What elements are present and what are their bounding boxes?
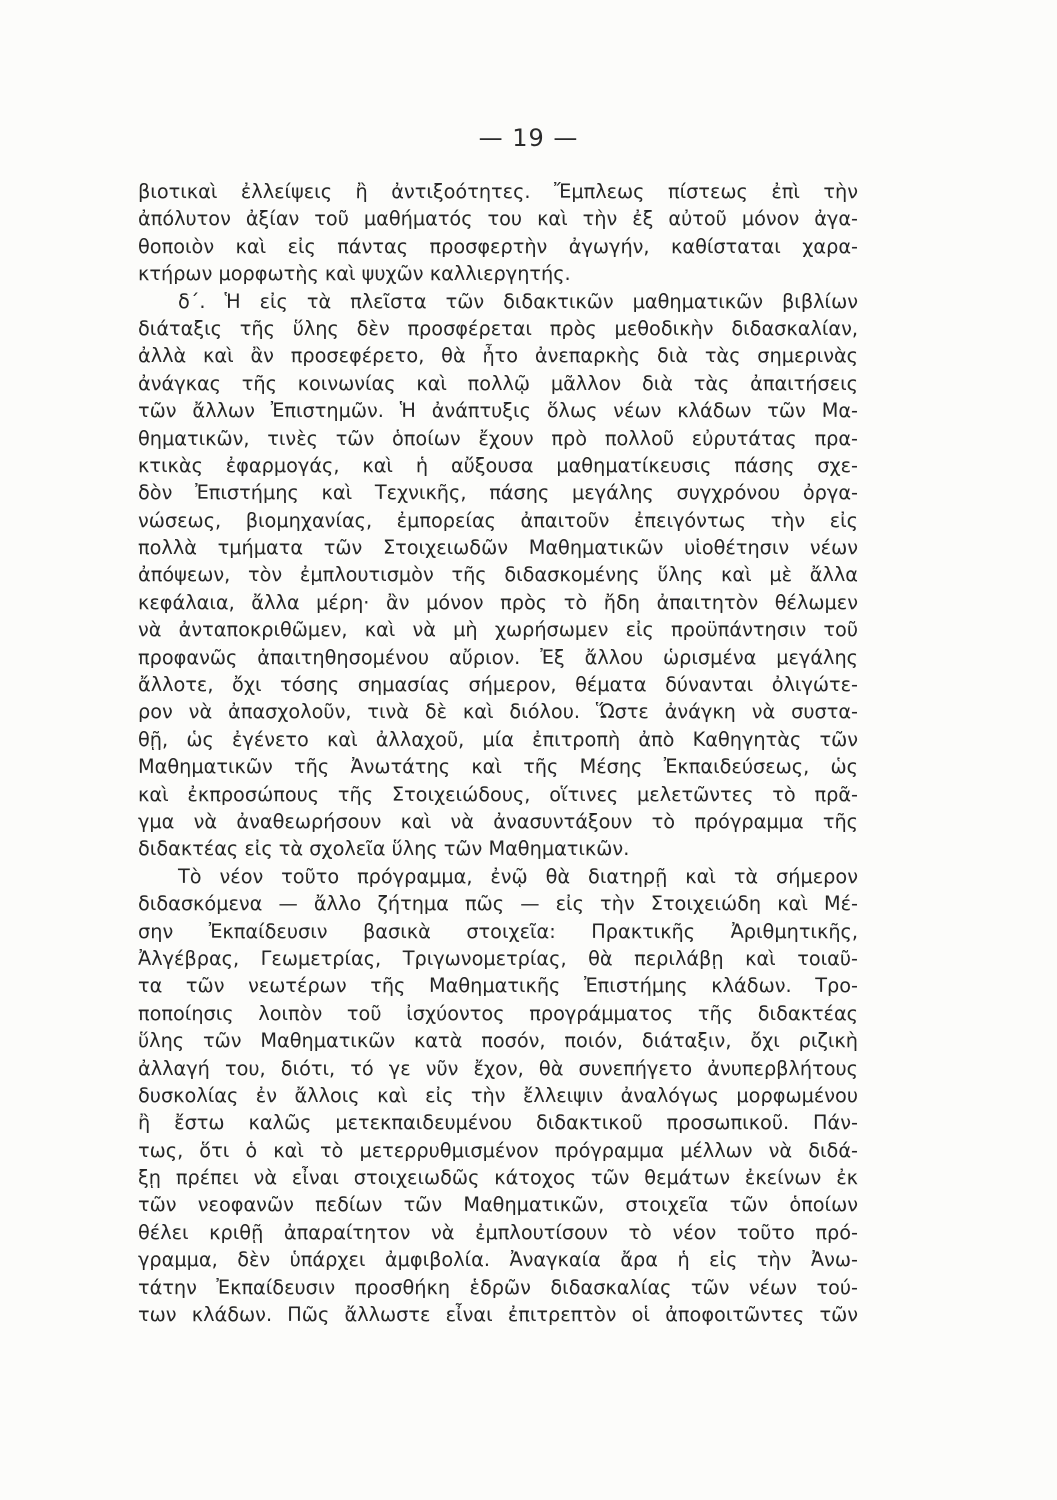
text-line: κτικὰς ἐφαρμογάς, καὶ ἡ αὔξουσα μαθηματίκευσις πάσης σχε- xyxy=(138,453,858,477)
text-line: τως, ὅτι ὁ καὶ τὸ μετερρυθμισμένον πρόγραμμα μέλλων νὰ διδά- xyxy=(138,1138,858,1162)
text-line: δ΄. Ἡ εἰς τὰ πλεῖστα τῶν διδακτικῶν μαθηματικῶν βιβλίων xyxy=(178,289,858,313)
body-text xyxy=(138,178,858,1328)
text-line: ἀνάγκας τῆς κοινωνίας καὶ πολλῷ μᾶλλον διὰ τὰς ἀπαιτήσεις xyxy=(138,371,858,395)
text-line: κτήρων μορφωτὴς καὶ ψυχῶν καλλιεργητής. xyxy=(138,262,571,286)
text-line: Ἀλγέβρας, Γεωμετρίας, Τριγωνομετρίας, θὰ περιλάβῃ καὶ τοιαῦ- xyxy=(138,946,858,970)
text-line: τάτην Ἐκπαίδευσιν προσθήκη ἑδρῶν διδασκαλίας τῶν νέων τού- xyxy=(138,1275,858,1299)
text-line: ἀλλὰ καὶ ἂν προσεφέρετο, θὰ ἦτο ἀνεπαρκὴς διὰ τὰς σημερινὰς xyxy=(138,344,858,368)
text-line: τα τῶν νεωτέρων τῆς Μαθηματικῆς Ἐπιστήμης κλάδων. Τρο- xyxy=(138,974,858,998)
text-line: θέλει κριθῇ ἀπαραίτητον νὰ ἐμπλουτίσουν τὸ νέον τοῦτο πρό- xyxy=(138,1220,858,1244)
text-line: ἀλλαγή του, διότι, τό γε νῦν ἔχον, θὰ συνεπήγετο ἀνυπερβλήτους xyxy=(138,1056,858,1080)
text-line: ἢ ἔστω καλῶς μετεκπαιδευμένου διδακτικοῦ προσωπικοῦ. Πάν- xyxy=(138,1111,858,1135)
text-line: νώσεως, βιομηχανίας, ἐμπορείας ἀπαιτοῦν ἐπειγόντως τὴν εἰς xyxy=(138,508,858,532)
text-line: γμα νὰ ἀναθεωρήσουν καὶ νὰ ἀνασυντάξουν τὸ πρόγραμμα τῆς xyxy=(138,809,858,833)
text-line: ἀπόλυτον ἀξίαν τοῦ μαθήματός του καὶ τὴν ἐξ αὐτοῦ μόνον ἀγα- xyxy=(138,207,858,231)
text-line: Μαθηματικῶν τῆς Ἀνωτάτης καὶ τῆς Μέσης Ἐκπαιδεύσεως, ὡς xyxy=(138,755,858,779)
text-line: ἀπόψεων, τὸν ἐμπλουτισμὸν τῆς διδασκομένης ὕλης καὶ μὲ ἄλλα xyxy=(138,563,858,587)
text-line: καὶ ἐκπροσώπους τῆς Στοιχειώδους, οἵτινες μελετῶντες τὸ πρᾶ- xyxy=(138,782,858,806)
text-line: τῶν νεοφανῶν πεδίων τῶν Μαθηματικῶν, στοιχεῖα τῶν ὁποίων xyxy=(138,1193,858,1217)
text-line: βιοτικαὶ ἐλλείψεις ἢ ἀντιξοότητες. Ἔμπλεως πίστεως ἐπὶ τὴν xyxy=(138,180,858,203)
text-line: σην Ἐκπαίδευσιν βασικὰ στοιχεῖα: Πρακτικῆς Ἀριθμητικῆς, xyxy=(138,919,858,943)
text-line: ποποίησις λοιπὸν τοῦ ἰσχύοντος προγράμματος τῆς διδακτέας xyxy=(138,1001,858,1025)
text-line: γραμμα, δὲν ὑπάρχει ἀμφιβολία. Ἀναγκαία ἄρα ἡ εἰς τὴν Ἀνω- xyxy=(138,1248,858,1272)
text-line: ξῃ πρέπει νὰ εἶναι στοιχειωδῶς κάτοχος τῶν θεμάτων ἐκείνων ἐκ xyxy=(138,1166,858,1190)
text-line: θῇ, ὡς ἐγένετο καὶ ἀλλαχοῦ, μία ἐπιτροπὴ ἀπὸ Καθηγητὰς τῶν xyxy=(138,727,858,751)
text-line: πολλὰ τμήματα τῶν Στοιχειωδῶν Μαθηματικῶν υἱοθέτησιν νέων xyxy=(138,536,858,560)
text-line: δὸν Ἐπιστήμης καὶ Τεχνικῆς, πάσης μεγάλης συγχρόνου ὀργα- xyxy=(138,481,858,505)
text-line: ὕλης τῶν Μαθηματικῶν κατὰ ποσόν, ποιόν, διάταξιν, ὄχι ριζικὴ xyxy=(138,1029,858,1053)
text-line: ἄλλοτε, ὄχι τόσης σημασίας σήμερον, θέματα δύνανται ὀλιγώτε- xyxy=(138,673,858,697)
text-line: ρον νὰ ἀπασχολοῦν, τινὰ δὲ καὶ διόλου. Ὥστε ἀνάγκη νὰ συστα- xyxy=(138,700,858,724)
text-line: διδασκόμενα — ἄλλο ζήτημα πῶς — εἰς τὴν Στοιχειώδη καὶ Μέ- xyxy=(138,892,858,916)
text-line: προφανῶς ἀπαιτηθησομένου αὔριον. Ἐξ ἄλλου ὡρισμένα μεγάλης xyxy=(138,645,858,669)
text-line: Τὸ νέον τοῦτο πρόγραμμα, ἐνῷ θὰ διατηρῇ καὶ τὰ σήμερον xyxy=(178,864,858,888)
text-line: δυσκολίας ἐν ἄλλοις καὶ εἰς τὴν ἔλλειψιν ἀναλόγως μορφωμένου xyxy=(138,1083,858,1107)
text-line: διάταξις τῆς ὕλης δὲν προσφέρεται πρὸς μεθοδικὴν διδασκαλίαν, xyxy=(138,316,858,340)
page-number: — 19 — xyxy=(478,124,579,152)
text-line: θηματικῶν, τινὲς τῶν ὁποίων ἔχουν πρὸ πολλοῦ εὐρυτάτας πρα- xyxy=(138,426,858,450)
text-line: κεφάλαια, ἄλλα μέρη· ἂν μόνον πρὸς τὸ ἤδη ἀπαιτητὸν θέλωμεν xyxy=(138,590,858,614)
text-line: θοποιὸν καὶ εἰς πάντας προσφερτὴν ἀγωγήν, καθίσταται χαρα- xyxy=(138,234,858,258)
text-line: των κλάδων. Πῶς ἄλλωστε εἶναι ἐπιτρεπτὸν οἱ ἀποφοιτῶντες τῶν xyxy=(138,1303,858,1327)
text-line: διδακτέας εἰς τὰ σχολεῖα ὕλης τῶν Μαθηματικῶν. xyxy=(138,837,630,861)
text-line: τῶν ἄλλων Ἐπιστημῶν. Ἡ ἀνάπτυξις ὅλως νέων κλάδων τῶν Μα- xyxy=(138,399,858,423)
text-line: νὰ ἀνταποκριθῶμεν, καὶ νὰ μὴ χωρήσωμεν εἰς προϋπάντησιν τοῦ xyxy=(138,618,858,642)
